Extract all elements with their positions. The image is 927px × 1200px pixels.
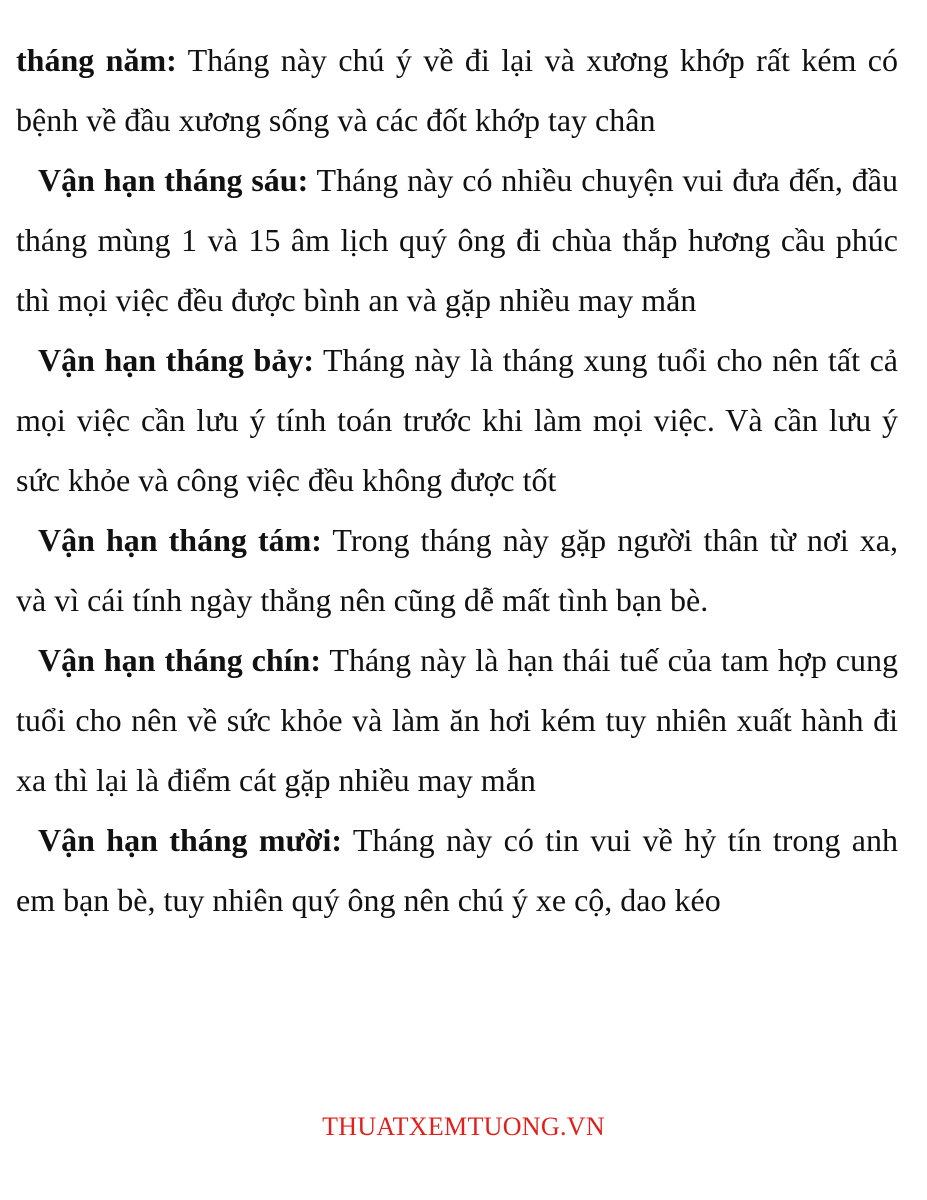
paragraph-thang-nam [16, 30, 898, 150]
paragraph-heading: Vận hạn tháng mười: [38, 822, 343, 858]
paragraph-text: Trong tháng này gặp người thân từ nơi xa, và vì cái tính ngày thẳng nên cũng dễ mất tình bạn bè. [16, 522, 899, 618]
paragraph-thang-bay [16, 330, 898, 510]
paragraph-thang-sau [16, 150, 898, 330]
paragraph-text: Tháng này có tin vui về hỷ tín trong anh em bạn bè, tuy nhiên quý ông nên chú ý xe cộ, dao kéo [16, 822, 899, 918]
site-watermark: THUATXEMTUONG.VN [322, 1112, 605, 1141]
paragraph-text: Tháng này là hạn thái tuế của tam hợp cung tuổi cho nên về sức khỏe và làm ăn hơi kém tuy nhiên xuất hành đi xa thì lại là điểm cát gặp nhiều may mắn [16, 642, 899, 798]
paragraph-thang-muoi [16, 810, 898, 930]
paragraph-heading: tháng năm: [16, 42, 177, 78]
paragraph-text: Tháng này chú ý về đi lại và xương khớp rất kém có bệnh về đầu xương sống và các đốt khớp tay chân [16, 42, 899, 138]
paragraph-heading: Vận hạn tháng bảy: [38, 342, 314, 378]
paragraph-heading: Vận hạn tháng chín: [38, 642, 322, 678]
paragraph-heading: Vận hạn tháng sáu: [38, 162, 309, 198]
paragraph-text: Tháng này là tháng xung tuổi cho nên tất cả mọi việc cần lưu ý tính toán trước khi làm mọi việc. Và cần lưu ý sức khỏe và công việc đều không được tốt [16, 342, 899, 498]
paragraph-text: Tháng này có nhiều chuyện vui đưa đến, đầu tháng mùng 1 và 15 âm lịch quý ông đi chùa thắp hương cầu phúc thì mọi việc đều được bình an và gặp nhiều may mắn [16, 162, 899, 318]
paragraph-thang-chin [16, 630, 898, 810]
paragraph-heading: Vận hạn tháng tám: [38, 522, 322, 558]
document-body [16, 30, 898, 930]
paragraph-thang-tam [16, 510, 898, 630]
